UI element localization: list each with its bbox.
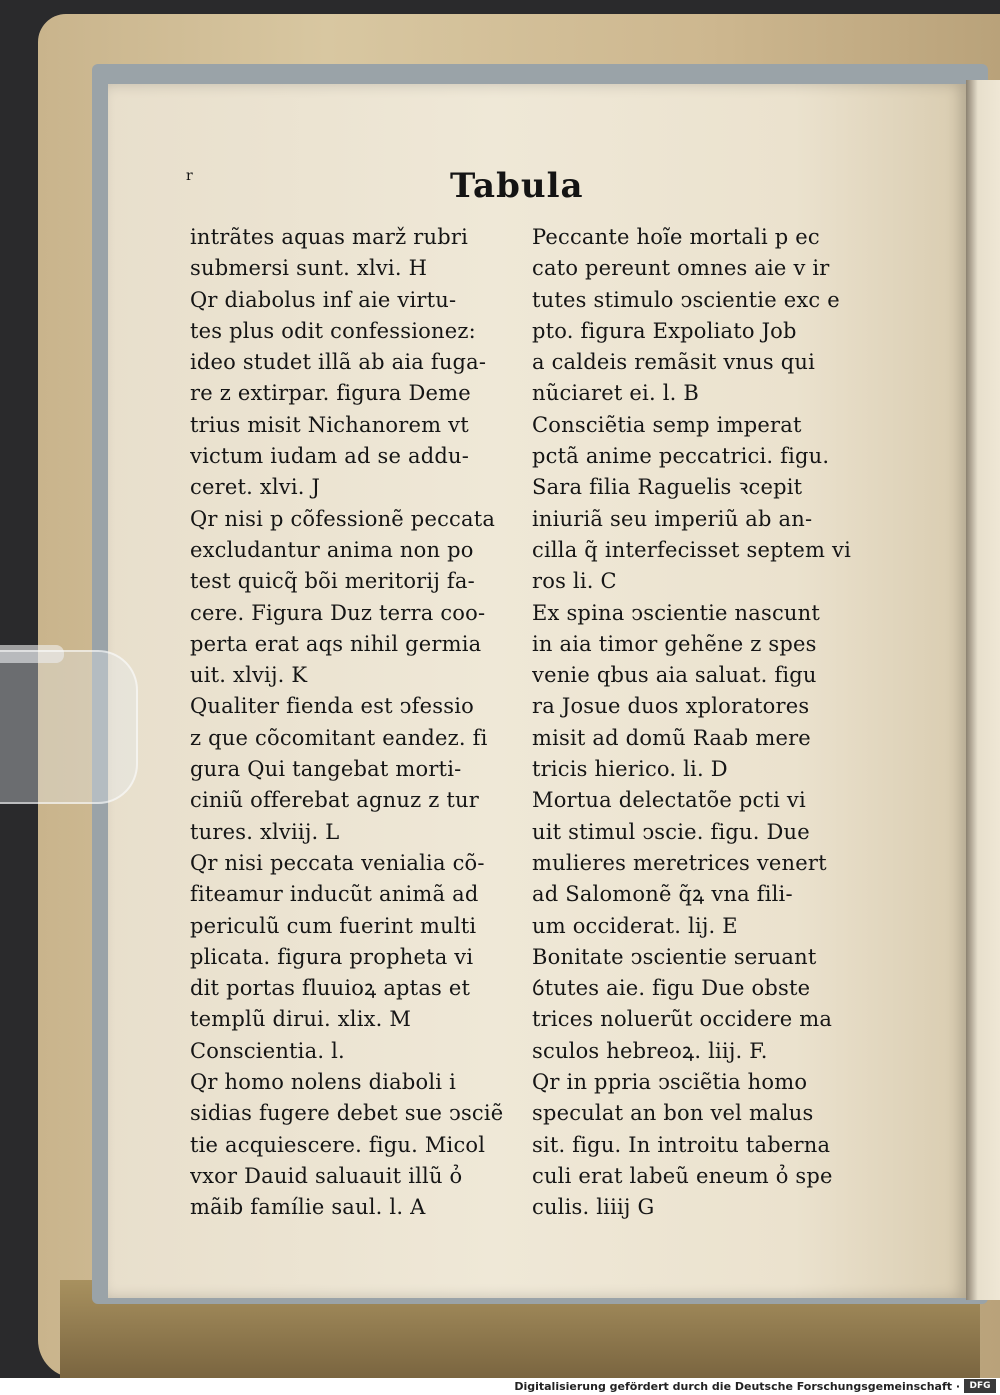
text-line: uit stimul ↄscie. figu. Due [532,819,810,844]
text-line: um occiderat. lij. E [532,913,738,938]
page-mark: r [186,168,193,184]
text-line: culis. liiij G [532,1195,655,1220]
text-line: re z extirpar. figura Deme [190,381,471,406]
text-line: plicata. figura propheta vi [190,944,474,969]
text-line: perta erat aqs nihil germia [190,631,482,656]
text-line: Sara filia Raguelis ꝛcepit [532,475,803,500]
text-line: mulieres meretrices venert [532,850,827,875]
text-line: misit ad domũ Raab mere [532,725,811,750]
text-line: ideo studet illã ab aia fuga- [190,350,487,375]
text-line: sit. figu. In introitu taberna [532,1132,831,1157]
text-line: sidias fugere debet sue ↄsciẽ [190,1101,504,1126]
text-line: in aia timor gehẽne z spes [532,631,817,656]
text-line: uit. xlvij. K [190,663,308,688]
text-line: tricis hierico. li. D [532,757,728,782]
text-line: trius misit Nichanorem vt [190,412,469,437]
text-line: cato pereunt omnes aie v ir [532,256,830,281]
text-line: tie acquiescere. figu. Micol [190,1132,486,1157]
text-line: venie qbus aia saluat. figu [532,663,817,688]
text-line: iniuriã seu imperiũ ab an- [532,506,813,531]
text-line: vxor Dauid saluauit illũ ỏ [190,1163,463,1188]
text-line: Bonitate ↄscientie seruant [532,944,817,969]
text-line: dit portas fluuioꝝ aptas et [190,976,471,1001]
text-line: Qr nisi p cõfessionẽ peccata [190,506,496,531]
text-line: nũciaret ei. l. B [532,381,700,406]
text-line: pctã anime peccatrici. figu. [532,444,830,469]
text-line: victum iudam ad se addu- [190,444,470,469]
text-line: test quicq̃ bõi meritorij fa- [190,569,475,594]
right-column [532,222,862,1224]
text-line: sculos hebreoꝝ. liij. F. [532,1038,768,1063]
left-column [190,222,516,1224]
text-line: Mortua delectatõe pcti vi [532,788,806,813]
text-line: z que cõcomitant eandez. fi [190,725,488,750]
text-line: ceret. xlvi. J [190,475,321,500]
text-line: periculũ cum fuerint multi [190,913,477,938]
dfg-logo: DFG [964,1379,996,1393]
text-line: Peccante hoĩe mortali p ec [532,225,820,249]
text-line: ra Josue duos xploratores [532,694,810,719]
text-line: Qr diabolus inf aie virtu- [190,287,457,312]
text-line: ciniũ offerebat agnuz z tur [190,788,479,813]
text-line: tes plus odit confessionez: [190,318,476,343]
footer-credit: Digitalisierung gefördert durch die Deutsche Forschungsgemeinschaft · [514,1380,960,1393]
text-line: Conscientia. l. [190,1038,345,1063]
text-line: gura Qui tangebat morti- [190,757,462,782]
text-line: submersi sunt. xlvi. H [190,256,428,281]
text-line: Qr nisi peccata venialia cõ- [190,850,485,875]
text-line: ad Salomonẽ q̃ꝝ vna fili- [532,882,793,907]
text-line: pto. figura Expoliato Job [532,318,797,343]
text-line: excludantur anima non po [190,537,474,562]
page-clip [0,650,138,804]
text-line: a caldeis remãsit vnus qui [532,350,815,375]
text-line: fiteamur inducũt animã ad [190,882,479,907]
text-line: cilla q̃ interfecisset septem vi [532,537,852,562]
text-line: Qr in ppria ↄsciẽtia homo [532,1070,808,1095]
text-line: Qr homo nolens diaboli i [190,1070,457,1095]
facing-page-edge [966,80,1000,1300]
text-line: Ex spina ↄscientie nascunt [532,600,821,625]
text-line: Qualiter fienda est ↄfessio [190,694,474,719]
text-line: ros li. C [532,569,617,594]
text-line: tures. xlviij. L [190,819,340,844]
text-line: ỽtutes aie. figu Due obste [532,976,811,1001]
text-line: intrãtes aquas marž rubri [190,225,468,249]
text-line: culi erat labeũ eneum ỏ spe [532,1163,833,1188]
page-title: Tabula [450,166,584,206]
text-line: speculat an bon vel malus [532,1101,814,1126]
text-line: tutes stimulo ↄscientie exc e [532,287,840,312]
text-line: templũ dirui. xlix. M [190,1007,412,1032]
text-line: trices noluerũt occidere ma [532,1007,833,1032]
text-line: mãib famílie saul. l. A [190,1195,426,1220]
text-line: cere. Figura Duz terra coo- [190,600,486,625]
text-line: Consciẽtia semp imperat [532,412,802,437]
